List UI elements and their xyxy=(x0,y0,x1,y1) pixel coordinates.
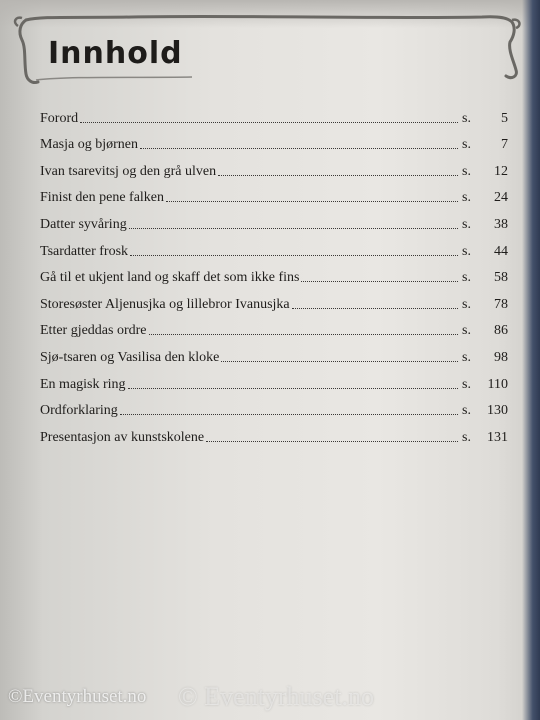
toc-entry xyxy=(40,286,508,313)
toc-entry xyxy=(40,180,508,207)
toc-entry-title: Sjø-tsaren og Vasilisa den kloke xyxy=(40,349,220,365)
toc-entry xyxy=(40,419,508,446)
toc-entry xyxy=(40,233,508,260)
toc-entry xyxy=(40,260,508,287)
toc-entry xyxy=(40,127,508,154)
page-prefix: s. xyxy=(462,296,471,312)
page-prefix: s. xyxy=(462,349,471,365)
page-title: Innhold xyxy=(48,36,183,71)
watermark-secondary: © Eventyrhuset.no xyxy=(178,682,374,711)
toc-entry-title: En magisk ring xyxy=(40,376,126,392)
toc-entry xyxy=(40,100,508,127)
dot-leader xyxy=(149,334,458,335)
toc-entry-page: 110 xyxy=(487,376,508,392)
toc-entry-page: 44 xyxy=(494,243,508,259)
page-prefix: s. xyxy=(462,376,471,392)
toc-entry-page: 12 xyxy=(494,163,508,179)
page-prefix: s. xyxy=(462,243,471,259)
toc-entry-title: Ivan tsarevitsj og den grå ulven xyxy=(40,163,217,179)
toc-entry-title: Gå til et ukjent land og skaff det som ikke fins xyxy=(40,270,300,286)
page-prefix: s. xyxy=(462,190,471,206)
toc-entry xyxy=(40,366,508,393)
toc-entry-title: Storesøster Aljenusjka og lillebror Ivanusjka xyxy=(40,296,290,312)
page-prefix: s. xyxy=(462,216,471,232)
toc-entry-title: Finist den pene falken xyxy=(40,190,165,206)
page-prefix: s. xyxy=(462,429,471,445)
page-prefix: s. xyxy=(462,323,471,339)
dot-leader xyxy=(120,414,458,415)
table-of-contents xyxy=(40,100,508,446)
toc-entry xyxy=(40,393,508,420)
toc-entry xyxy=(40,153,508,180)
toc-entry-page: 98 xyxy=(494,349,508,365)
toc-entry xyxy=(40,339,508,366)
dot-leader xyxy=(301,281,458,282)
dot-leader xyxy=(140,148,458,149)
toc-entry-page: 38 xyxy=(494,216,508,232)
toc-entry-title: Masja og bjørnen xyxy=(40,137,138,153)
toc-entry-page: 78 xyxy=(494,296,508,312)
dot-leader xyxy=(130,255,458,256)
page-prefix: s. xyxy=(462,137,471,153)
page-prefix: s. xyxy=(462,403,471,419)
toc-entry-title: Datter syvåring xyxy=(40,216,127,232)
toc-entry xyxy=(40,313,508,340)
toc-entry-title: Etter gjeddas ordre xyxy=(40,323,147,339)
toc-entry-page: 58 xyxy=(494,270,508,286)
dot-leader xyxy=(221,361,458,362)
page-prefix: s. xyxy=(462,110,471,126)
toc-entry-page: 131 xyxy=(487,429,508,445)
toc-entry-title: Forord xyxy=(40,110,79,126)
dot-leader xyxy=(166,201,458,202)
watermark-primary: ©Eventyrhuset.no xyxy=(8,686,147,707)
dot-leader xyxy=(218,175,458,176)
toc-entry-title: Presentasjon av kunstskolene xyxy=(40,429,205,445)
page-prefix: s. xyxy=(462,163,471,179)
dot-leader xyxy=(206,441,458,442)
dot-leader xyxy=(129,228,458,229)
toc-entry-page: 5 xyxy=(501,110,508,126)
toc-entry-page: 24 xyxy=(494,190,508,206)
toc-entry-page: 86 xyxy=(494,323,508,339)
toc-entry-page: 7 xyxy=(501,137,508,153)
toc-entry-title: Tsardatter frosk xyxy=(40,243,129,259)
dot-leader xyxy=(292,308,458,309)
book-cover-edge xyxy=(522,0,540,720)
dot-leader xyxy=(128,388,458,389)
toc-entry-title: Ordforklaring xyxy=(40,403,118,419)
toc-entry-page: 130 xyxy=(487,403,508,419)
dot-leader xyxy=(80,122,458,123)
page-prefix: s. xyxy=(462,270,471,286)
toc-entry xyxy=(40,206,508,233)
